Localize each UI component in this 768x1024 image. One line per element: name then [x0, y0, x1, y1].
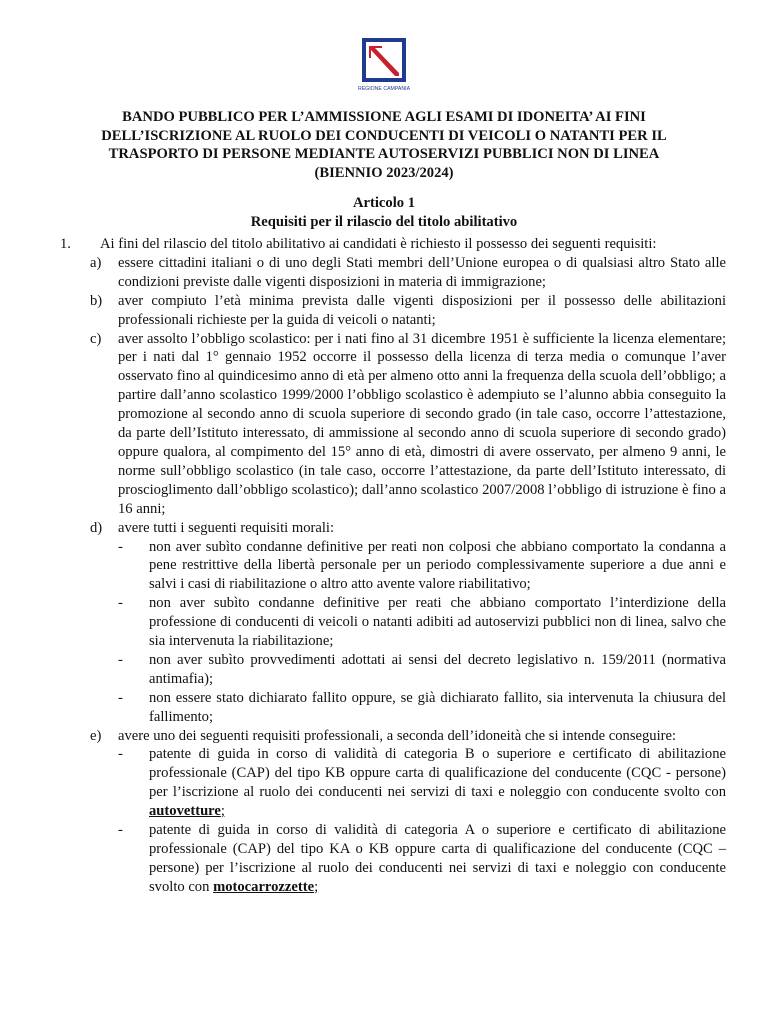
item-text: avere tutti i seguenti requisiti morali:	[118, 519, 335, 536]
regione-campania-logo	[355, 38, 413, 96]
bullet-dash: -	[118, 822, 123, 839]
sub-item-text: patente di guida in corso di validità di categoria B o superiore e certificato di abilitazione professionale (CAP) del tipo KB oppure carta di qualificazione del conducente (CQC - persone) per l’iscrizione al ruolo dei conducenti nei servizi di taxi e noleggio con conducente svolto con	[149, 746, 726, 801]
document-body	[60, 235, 726, 897]
article-number: Articolo 1	[352, 195, 415, 211]
title-line-3: TRASPORTO DI PERSONE MEDIANTE AUTOSERVIZI PUBBLICI NON DI LINEA	[108, 146, 660, 163]
requirement-c	[60, 330, 726, 519]
title-line-1: BANDO PUBBLICO PER L’AMMISSIONE AGLI ESAMI DI IDONEITA’ AI FINI	[122, 109, 646, 125]
emphasis-motocarrozzette: motocarrozzette	[213, 878, 315, 895]
emphasis-autovetture: autovetture	[149, 803, 221, 820]
bullet-dash: -	[118, 651, 123, 668]
moral-requirement-2	[60, 594, 726, 651]
requirement-e	[60, 727, 726, 746]
title-line-2: DELL’ISCRIZIONE AL RUOLO DEI CONDUCENTI DI VEICOLI O NATANTI PER IL	[101, 127, 667, 144]
bullet-dash: -	[118, 538, 123, 555]
sub-item-text: non aver subìto condanne definitive per reati non colposi che abbiano comportato la condanna a pene restrittive della libertà personale per un periodo complessivamente superiore a due anni e salvi i casi di riabilitazione o altro atto avente valore riabilitativo;	[149, 538, 726, 593]
item-label: c)	[90, 330, 102, 347]
terminator: ;	[314, 878, 319, 895]
item-label: d)	[90, 519, 103, 536]
requirement-d	[60, 519, 726, 538]
moral-requirement-1	[60, 538, 726, 595]
sub-item-text: non essere stato dichiarato fallito oppure, se già dichiarato fallito, sia intervenuta la chiusura del fallimento;	[149, 689, 726, 725]
sub-item-text: patente di guida in corso di validità di categoria A o superiore e certificato di abilitazione professionale (CAP) del tipo KA o KB oppure carta di qualificazione del conducente (CQC – persone) per l’iscrizione al ruolo dei conducenti nei servizi di taxi e noleggio con conducente svolto con	[149, 822, 726, 895]
document-title	[40, 108, 728, 182]
item-text: aver assolto l’obbligo scolastico: per i nati fino al 31 dicembre 1951 è sufficiente la licenza elementare; per i nati dal 1° gennaio 1952 occorre il possesso della licenza di terza media o comunque l’aver osservato fino al quindicesimo anno di età per almeno otto anni la frequenza della scuola dell’obbligo; a partire dall’anno scolastico 1999/2000 l’obbligo scolastico è adempiuto se l’alunno abbia conseguito la promozione al secondo anno di scuola superiore di secondo grado (in tale caso, occorre l’attestazione, da parte dell’Istituto interessato, di ammissione al secondo anno di scuola superiore di secondo grado) oppure qualora, al compimento del 15° anno di età, dimostri di avere osservato, per almeno 9 anni, le norme sull’obbligo scolastico (in tale caso, occorre l’attestazione, da parte dell’Istituto interessato, di proscioglimento dall’obbligo scolastico); dall’anno scolastico 2007/2008 l’obbligo di istruzione è fino a 16 anni;	[118, 330, 726, 517]
paragraph-1-text: Ai fini del rilascio del titolo abilitativo ai candidati è richiesto il possesso dei seguenti requisiti:	[100, 236, 657, 252]
sub-item-text: non aver subìto condanne definitive per reati che abbiano comportato l’interdizione della professione di conducenti di veicoli o natanti adibiti ad autoservizi pubblici non di linea, salvo che sia intervenuta la riabilitazione;	[149, 595, 726, 650]
paragraph-number: 1.	[60, 236, 71, 252]
title-line-4: (BIENNIO 2023/2024)	[314, 164, 454, 181]
bullet-dash: -	[118, 595, 123, 612]
item-label: a)	[90, 254, 102, 271]
paragraph-1	[60, 235, 726, 254]
item-label: b)	[90, 292, 103, 309]
sub-item-text: non aver subìto provvedimenti adottati ai sensi del decreto legislativo n. 159/2011 (normativa antimafia);	[149, 651, 726, 687]
requirement-a	[60, 254, 726, 292]
item-label: e)	[90, 727, 102, 744]
professional-requirement-2	[60, 821, 726, 897]
terminator: ;	[220, 803, 225, 820]
moral-requirement-4	[60, 689, 726, 727]
item-text: essere cittadini italiani o di uno degli Stati membri dell’Unione europea o di qualsiasi altro Stato alle condizioni previste dalle vigenti disposizioni in materia di immigrazione;	[118, 254, 726, 290]
logo-caption: REGIONE CAMPANIA	[357, 86, 411, 92]
requirement-b	[60, 292, 726, 330]
professional-requirement-1	[60, 745, 726, 821]
article-heading: Requisiti per il rilascio del titolo abilitativo	[250, 214, 518, 230]
bullet-dash: -	[118, 746, 123, 763]
bullet-dash: -	[118, 689, 123, 706]
item-text: avere uno dei seguenti requisiti professionali, a seconda dell’idoneità che si intende conseguire:	[118, 727, 677, 744]
moral-requirement-3	[60, 651, 726, 689]
item-text: aver compiuto l’età minima prevista dalle vigenti disposizioni per il possesso delle abilitazioni professionali richieste per la guida di veicoli o natanti;	[118, 292, 726, 328]
